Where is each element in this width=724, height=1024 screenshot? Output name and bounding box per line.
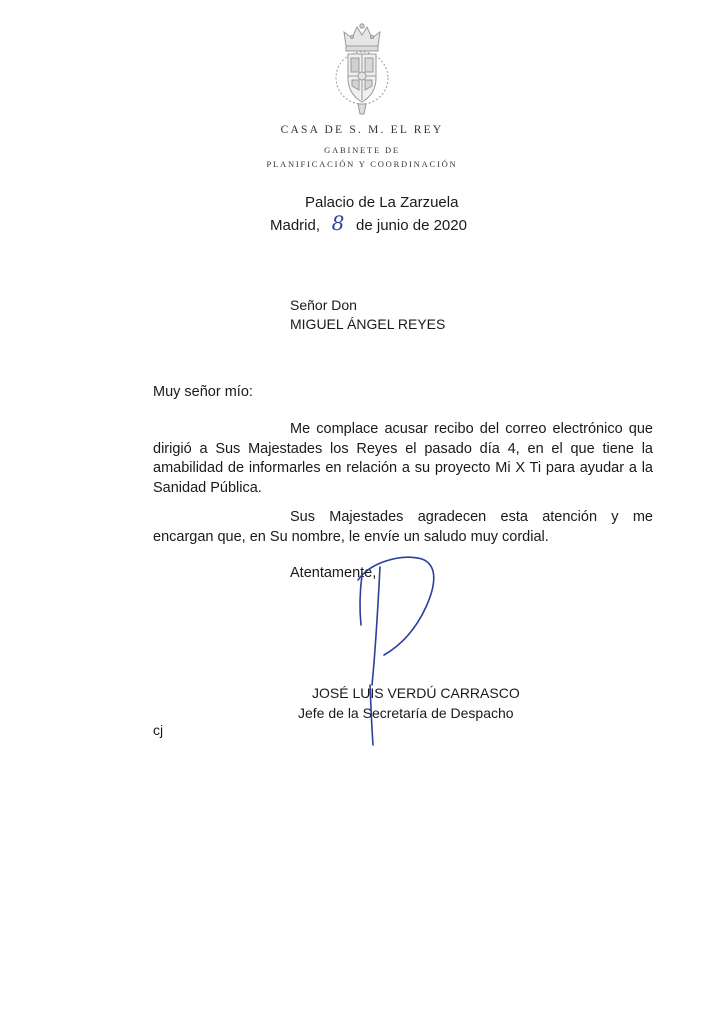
dateline-day-handwritten: 8 — [331, 211, 345, 235]
reference-initials: cj — [153, 722, 164, 738]
dateline-month-year: de junio de 2020 — [356, 217, 467, 234]
closing: Atentamente, — [290, 565, 377, 581]
body-paragraph-2: Sus Majestades agradecen esta atención y me encargan que, en Su nombre, le envíe un saludo muy cordial. — [153, 509, 653, 545]
dateline-city: Madrid, — [270, 217, 321, 234]
addressee-block — [290, 296, 445, 334]
department-line-2: PLANIFICACIÓN Y COORDINACIÓN — [266, 159, 458, 169]
royal-coat-of-arms-icon — [330, 22, 394, 118]
signatory-name: JOSÉ LUIS VERDÚ CARRASCO — [312, 685, 520, 701]
dateline-place: Palacio de La Zarzuela — [305, 194, 459, 211]
institution-name: CASA DE S. M. EL REY — [280, 124, 444, 136]
addressee-name: MIGUEL ÁNGEL REYES — [290, 316, 446, 332]
dateline-date — [270, 211, 467, 235]
addressee-title: Señor Don — [290, 297, 357, 313]
body-paragraph-1: Me complace acusar recibo del correo electrónico que dirigió a Sus Majestades los Reyes el pasado día 4, en el que tiene la amabilidad de informarles en relación a su proyecto Mi X Ti para ayudar a la Sanidad Pública. — [153, 421, 653, 496]
signatory-title: Jefe de la Secretaría de Despacho — [298, 705, 514, 721]
department-line-1: GABINETE DE — [324, 145, 400, 155]
salutation: Muy señor mío: — [153, 384, 253, 400]
